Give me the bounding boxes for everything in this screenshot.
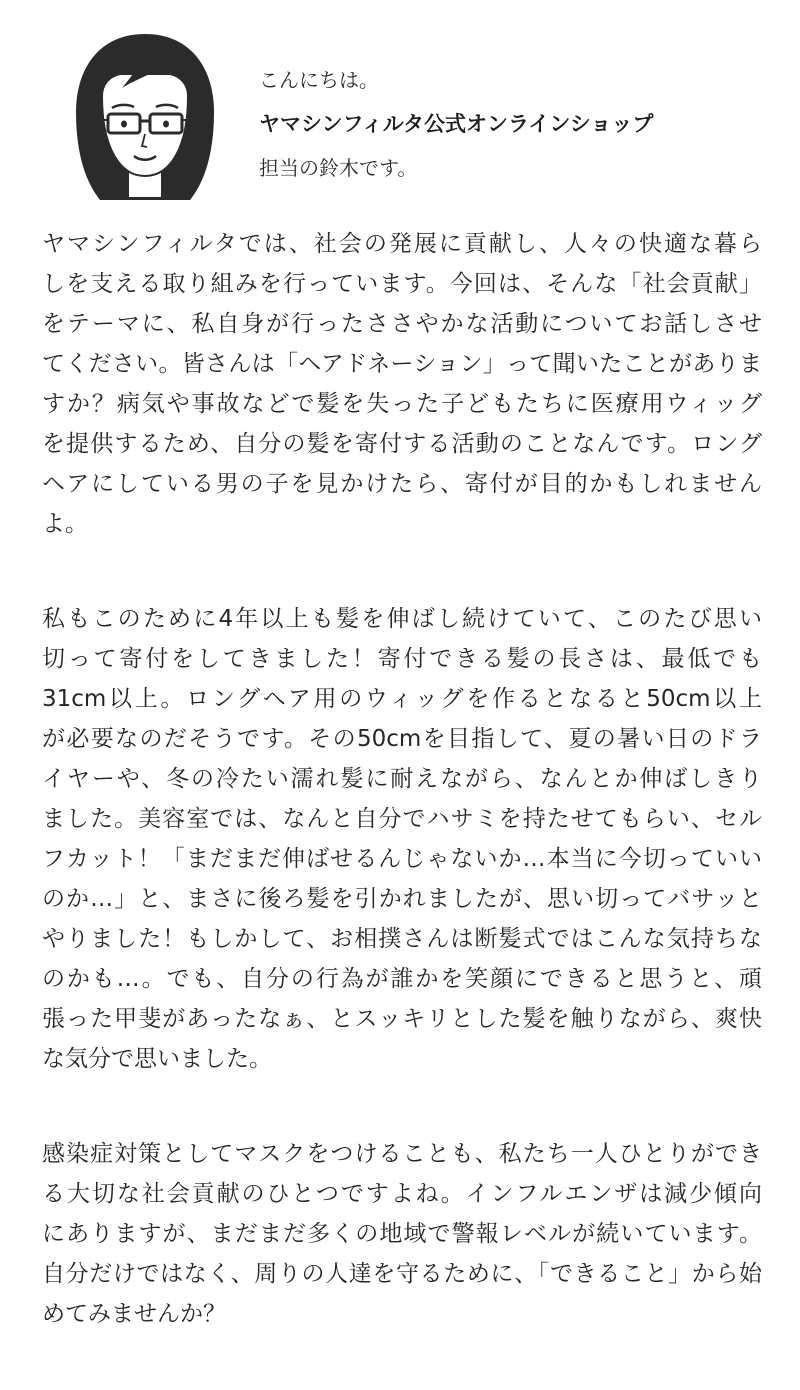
paragraph (42, 1134, 762, 1334)
paragraph-line: のか…」と、まさに後ろ髪を引かれましたが、思い切ってバサッと (42, 886, 762, 912)
paragraph-line: ヤマシンフィルタでは、社会の発展に貢献し、人々の快適な暮ら (42, 231, 762, 257)
paragraph-line: イヤーや、冬の冷たい濡れ髪に耐えながら、なんとか伸ばしきり (42, 766, 762, 792)
paragraph-line: をテーマに、私自身が行ったささやかな活動についてお話しさせ (42, 311, 762, 337)
paragraph-line: やりました！もしかして、お相撲さんは断髪式ではこんな気持ちな (42, 926, 762, 952)
paragraph-line: 張った甲斐があったなぁ、とスッキリとした髪を触りながら、爽快 (42, 1006, 762, 1032)
article-body (42, 224, 762, 1389)
intro-section (0, 0, 800, 210)
paragraph-line: フカット！「まだまだ伸ばせるんじゃないか…本当に今切っていい (42, 846, 762, 872)
paragraph-line: 自分だけではなく、周りの人達を守るために、「できること」から始 (42, 1261, 762, 1287)
paragraph (42, 224, 762, 544)
paragraph-line: が必要なのだそうです。その50cmを目指して、夏の暑い日のドラ (42, 726, 762, 752)
staff-introduction: 担当の鈴木です。 (259, 156, 418, 180)
greeting-text: こんにちは。 (259, 68, 379, 92)
paragraph-line: すか？病気や事故などで髪を失った子どもたちに医療用ウィッグ (42, 391, 762, 417)
paragraph-line: 31cm以上。ロングヘア用のウィッグを作るとなると50cm以上 (42, 686, 762, 712)
intro-text (259, 58, 779, 190)
paragraph-line: な気分で思いました。 (42, 1046, 272, 1072)
paragraph-line: る大切な社会貢献のひとつですよね。インフルエンザは減少傾向 (42, 1181, 762, 1207)
paragraph-line: のかも…。でも、自分の行為が誰かを笑顔にできると思うと、頑 (42, 966, 762, 992)
paragraph-line: めてみませんか？ (42, 1301, 226, 1327)
paragraph-line: しを支える取り組みを行っています。今回は、そんな「社会貢献」 (42, 271, 762, 297)
paragraph-line: 私もこのために4年以上も髪を伸ばし続けていて、このたび思い (42, 606, 762, 632)
paragraph-line: にありますが、まだまだ多くの地域で警報レベルが続いています。 (42, 1221, 762, 1247)
paragraph-line: ヘアにしている男の子を見かけたら、寄付が目的かもしれません (42, 471, 762, 497)
shop-name: ヤマシンフィルタ公式オンラインショップ (259, 112, 654, 136)
paragraph-line: 感染症対策としてマスクをつけることも、私たち一人ひとりができ (42, 1141, 762, 1167)
paragraph-line: を提供するため、自分の髪を寄付する活動のことなんです。ロング (42, 431, 762, 457)
staff-avatar-icon (70, 30, 220, 202)
paragraph (42, 599, 762, 1079)
paragraph-line: よ。 (42, 511, 88, 537)
paragraph-line: てください。皆さんは「ヘアドネーション」って聞いたことがありま (42, 351, 762, 377)
paragraph-line: ました。美容室では、なんと自分でハサミを持たせてもらい、セル (42, 806, 762, 832)
paragraph-line: 切って寄付をしてきました！寄付できる髪の長さは、最低でも (42, 646, 762, 672)
